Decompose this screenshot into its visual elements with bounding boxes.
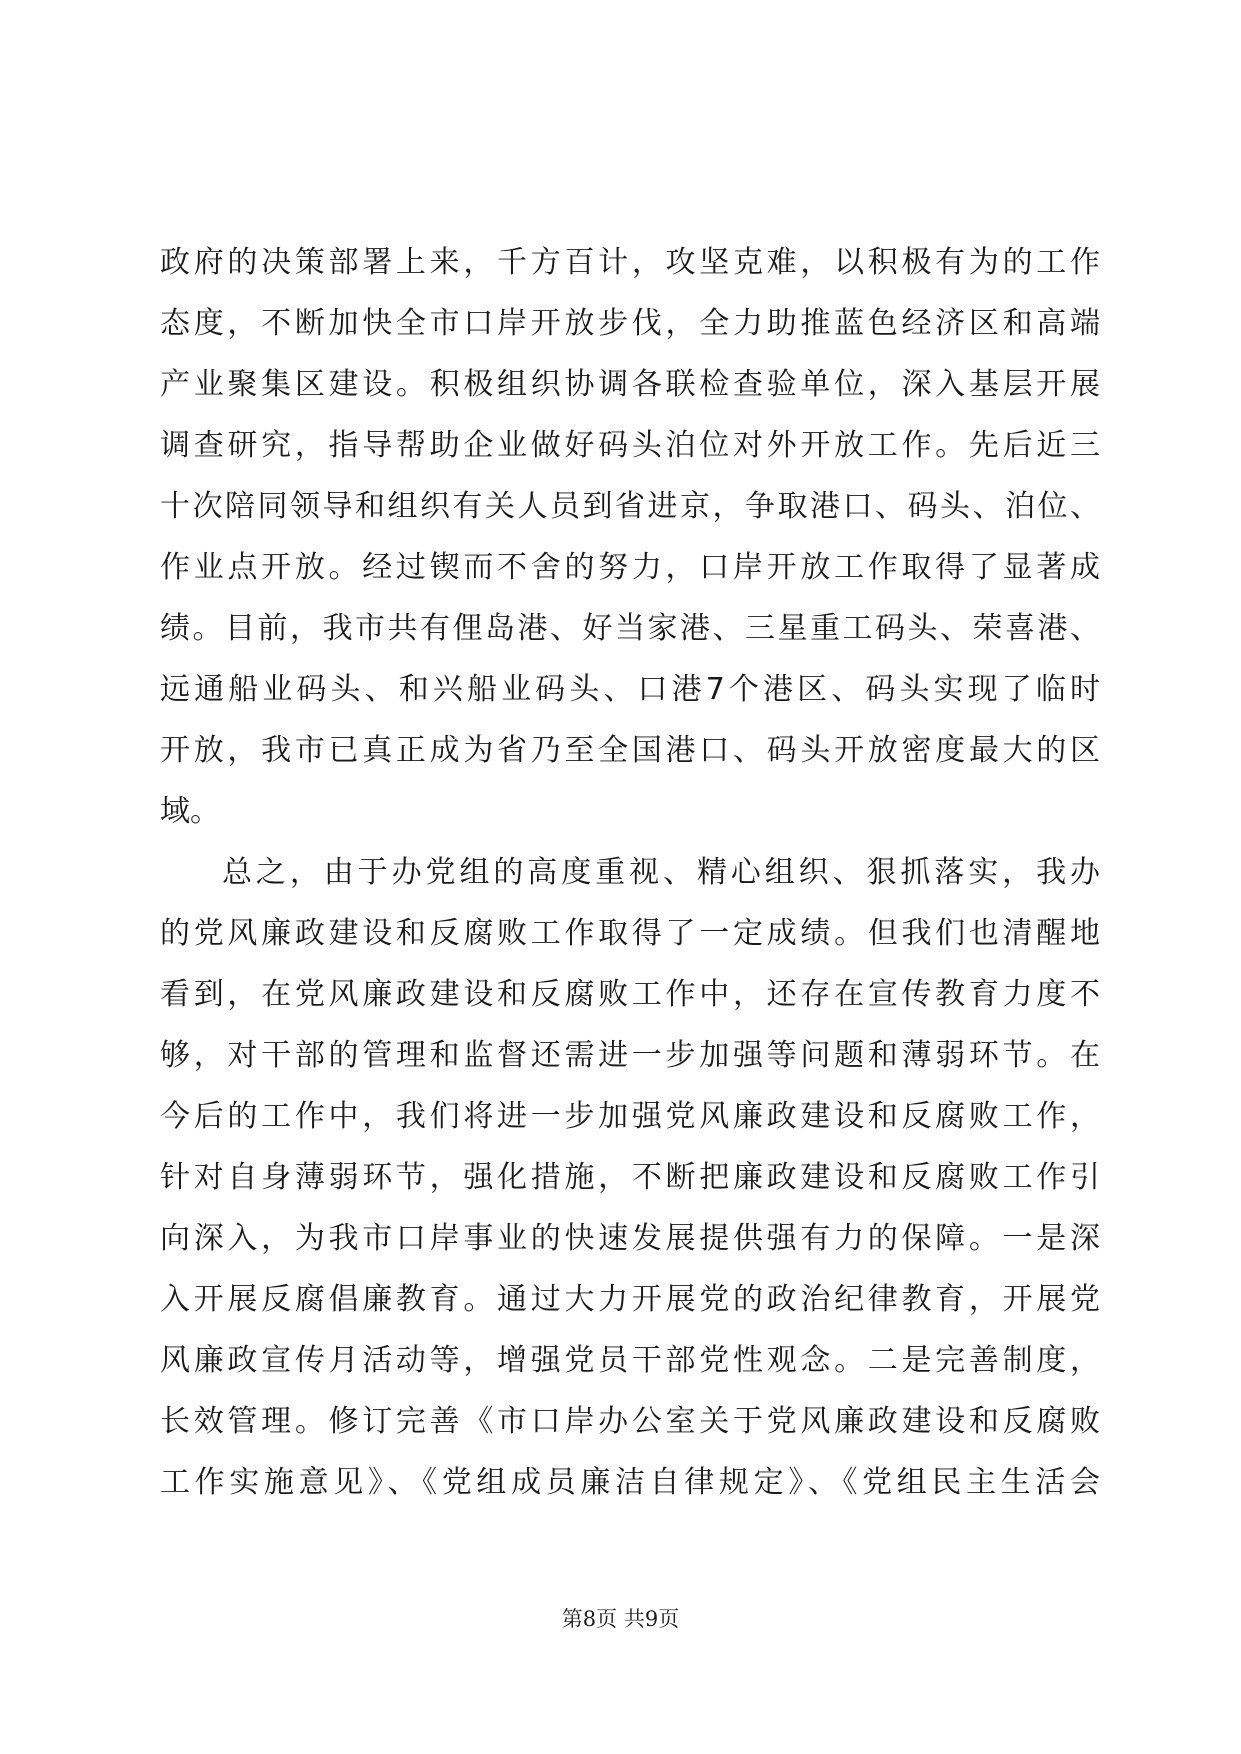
paragraph-2-line: 入开展反腐倡廉教育。通过大力开展党的政治纪律教育，开展党 [160, 1282, 1100, 1317]
page-number-footer: 第8页 共9页 [561, 1607, 680, 1631]
paragraph-1-line: 远通船业码头、和兴船业码头、口港7个港区、码头实现了临时 [160, 672, 1100, 707]
paragraph-1-line: 产业聚集区建设。积极组织协调各联检查验单位，深入基层开展 [160, 367, 1100, 402]
paragraph-2-line: 向深入，为我市口岸事业的快速发展提供强有力的保障。一是深 [160, 1221, 1100, 1256]
paragraph-2-line: 今后的工作中，我们将进一步加强党风廉政建设和反腐败工作， [160, 1099, 1100, 1134]
paragraph-2-line: 够，对干部的管理和监督还需进一步加强等问题和薄弱环节。在 [160, 1038, 1100, 1073]
paragraph-1-line: 作业点开放。经过锲而不舍的努力，口岸开放工作取得了显著成 [160, 550, 1100, 585]
paragraph-2-line: 风廉政宣传月活动等，增强党员干部党性观念。二是完善制度， [160, 1343, 1100, 1378]
paragraph-1-line: 十次陪同领导和组织有关人员到省进京，争取港口、码头、泊位、 [160, 489, 1100, 524]
paragraph-2-line: 总之，由于办党组的高度重视、精心组织、狠抓落实，我办 [222, 855, 1100, 890]
paragraph-1-line: 调查研究，指导帮助企业做好码头泊位对外开放工作。先后近三 [160, 428, 1100, 463]
paragraph-1-line: 绩。目前，我市共有俚岛港、好当家港、三星重工码头、荣喜港、 [160, 611, 1100, 646]
paragraph-1-line: 政府的决策部署上来，千方百计，攻坚克难，以积极有为的工作 [160, 245, 1100, 280]
document-body [160, 232, 1100, 1513]
paragraph-1-line: 域。 [160, 794, 220, 829]
paragraph-2-line: 工作实施意见》、《党组成员廉洁自律规定》、《党组民主生活会 [160, 1465, 1100, 1500]
paragraph-2-line: 针对自身薄弱环节，强化措施，不断把廉政建设和反腐败工作引 [160, 1160, 1100, 1195]
paragraph-1-line: 开放，我市已真正成为省乃至全国港口、码头开放密度最大的区 [160, 733, 1100, 768]
paragraph-1-line: 态度，不断加快全市口岸开放步伐，全力助推蓝色经济区和高端 [160, 306, 1100, 341]
paragraph-2-line: 看到，在党风廉政建设和反腐败工作中，还存在宣传教育力度不 [160, 977, 1100, 1012]
paragraph-2-line: 的党风廉政建设和反腐败工作取得了一定成绩。但我们也清醒地 [160, 916, 1100, 951]
paragraph-2-line: 长效管理。修订完善《市口岸办公室关于党风廉政建设和反腐败 [160, 1404, 1100, 1439]
